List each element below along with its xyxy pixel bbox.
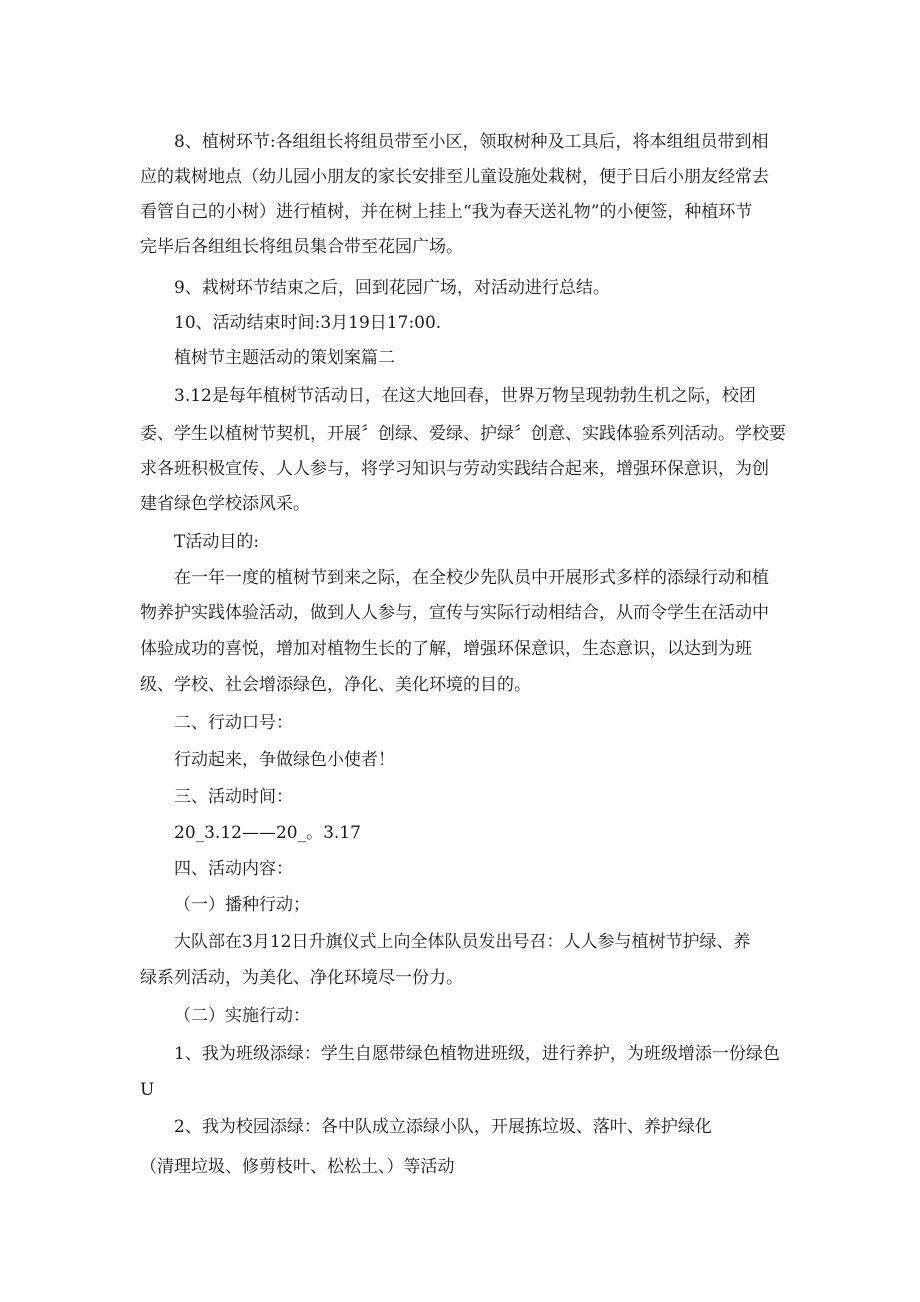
paragraph-line: 看管自己的小树）进行植树，并在树上挂上“我为春天送礼物”的小便签，种植环节: [140, 202, 753, 222]
paragraph-line: 求各班积极宣传、人人参与，将学习知识与劳动实践结合起来，增强环保意识，为创: [140, 459, 769, 479]
paragraph-line: 大队部在3月12日升旗仪式上向全体队员发出号召：人人参与植树节护绿、养: [174, 932, 751, 952]
paragraph-line: 在一年一度的植树节到来之际，在全校少先队员中开展形式多样的添绿行动和植: [174, 568, 769, 588]
paragraph-line: 20_3.12——20_。3.17: [174, 823, 361, 843]
paragraph-line: （一）播种行动；: [174, 895, 310, 915]
paragraph-line: 体验成功的喜悦，增加对植物生长的了解，增强环保意识，生态意识，以达到为班: [140, 639, 752, 659]
paragraph-line: 四、活动内容：: [174, 859, 293, 879]
paragraph-line: 行动起来，争做绿色小使者！: [174, 750, 395, 770]
paragraph-line: 二、行动口号：: [174, 713, 293, 733]
paragraph-line: 三、活动时间：: [174, 787, 293, 807]
section-heading: 植树节主题活动的策划案篇二: [174, 348, 395, 368]
paragraph-line: U: [140, 1080, 155, 1100]
paragraph-line: 8、植树环节:各组组长将组员带至小区，领取树种及工具后，将本组组员带到相: [174, 132, 769, 152]
paragraph-line: 建省绿色学校添风采。: [140, 494, 310, 514]
paragraph-line: 10、活动结束时间:3月19日17:00.: [174, 313, 442, 333]
paragraph-line: 物养护实践体验活动，做到人人参与，宣传与实际行动相结合，从而令学生在活动中: [140, 603, 769, 623]
paragraph-line: 应的栽树地点（幼儿园小朋友的家长安排至儿童设施处栽树，便于日后小朋友经常去: [140, 167, 769, 187]
paragraph-line: 1、我为班级添绿：学生自愿带绿色植物进班级，进行养护，为班级增添一份绿色: [174, 1044, 780, 1064]
paragraph-line: （清理垃圾、修剪枝叶、松松土、）等活动: [140, 1157, 455, 1177]
paragraph-line: 完毕后各组组长将组员集合带至花园广场。: [140, 237, 463, 257]
paragraph-line: （二）实施行动：: [174, 1006, 310, 1026]
paragraph-line: 2、我为校园添绿：各中队成立添绿小队，开展拣垃圾、落叶、养护绿化: [174, 1117, 712, 1137]
paragraph-line: T活动目的:: [174, 532, 260, 552]
paragraph-line: 委、学生以植树节契机，开展〞创绿、爱绿、护绿〞创意、实践体验系列活动。学校要: [140, 424, 786, 444]
paragraph-line: 绿系列活动，为美化、净化环境尽一份力。: [140, 968, 463, 988]
paragraph-line: 9、栽树环节结束之后，回到花园广场，对活动进行总结。: [174, 278, 610, 298]
paragraph-line: 3.12是每年植树节活动日，在这大地回春，世界万物呈现勃勃生机之际，校团: [174, 386, 756, 406]
paragraph-line: 级、学校、社会增添绿色，净化、美化环境的目的。: [140, 675, 531, 695]
